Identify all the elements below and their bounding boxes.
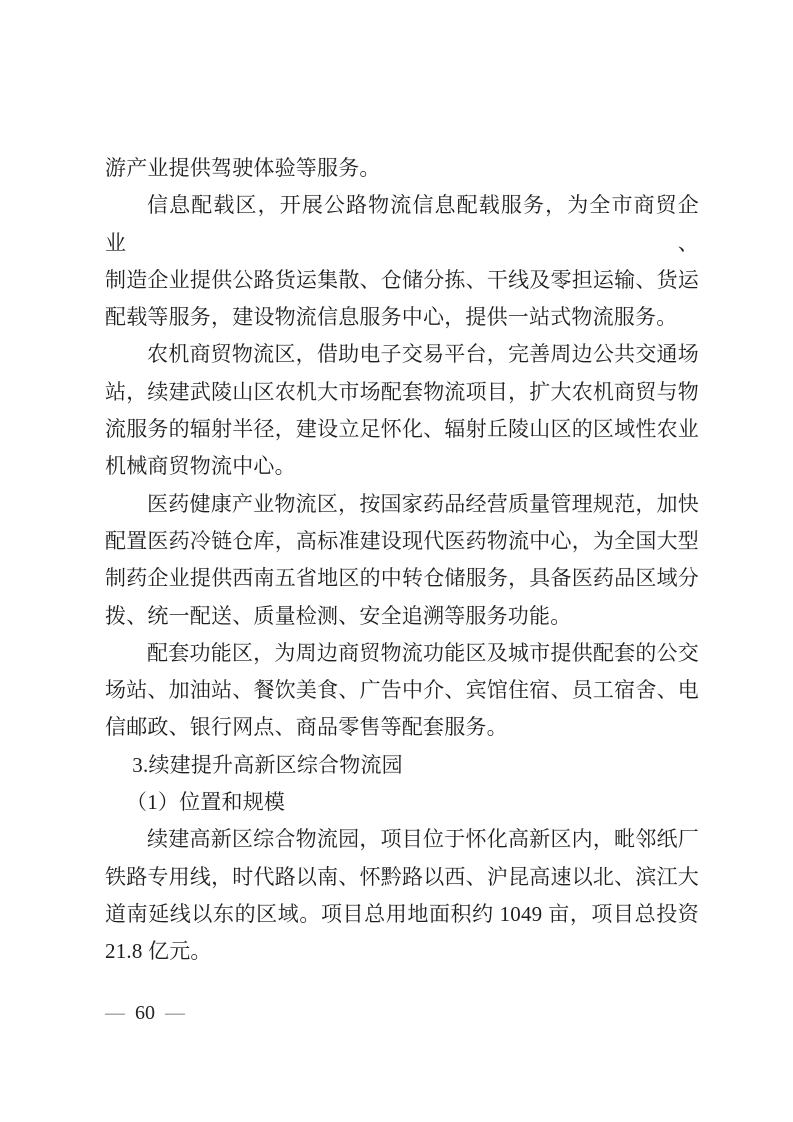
text-line: 道南延线以东的区域。项目总用地面积约 1049 亩，项目总投资 bbox=[105, 901, 699, 926]
text-line: 续建高新区综合物流园，项目位于怀化高新区内，毗邻纸厂 bbox=[147, 827, 699, 852]
text-line: 制造企业提供公路货运集散、仓储分拣、干线及零担运输、货运 bbox=[105, 267, 699, 292]
text-line: 拨、统一配送、质量检测、安全追溯等服务功能。 bbox=[105, 603, 572, 628]
page-footer bbox=[105, 1001, 185, 1025]
text-line: 制药企业提供西南五省地区的中转仓储服务，具备医药品区域分 bbox=[105, 566, 699, 591]
text-line: 农机商贸物流区，借助电子交易平台，完善周边公共交通场 bbox=[147, 342, 699, 367]
text-line: 3.续建提升高新区综合物流园 bbox=[132, 752, 403, 777]
text-line: 配置医药冷链仓库，高标准建设现代医药物流中心，为全国大型 bbox=[105, 528, 699, 553]
text-line: 信息配载区，开展公路物流信息配载服务，为全市商贸企业、 bbox=[105, 193, 699, 255]
text-line: 铁路专用线，时代路以南、怀黔路以西、沪昆高速以北、滨江大 bbox=[105, 864, 699, 889]
text-line: 配载等服务，建设物流信息服务中心，提供一站式物流服务。 bbox=[105, 305, 678, 330]
text-line: 站，续建武陵山区农机大市场配套物流项目，扩大农机商贸与物 bbox=[105, 379, 699, 404]
footer-dash-right: — bbox=[165, 1004, 185, 1022]
page-number: 60 bbox=[135, 1002, 155, 1024]
text-line: 信邮政、银行网点、商品零售等配套服务。 bbox=[105, 715, 508, 740]
text-line: 游产业提供驾驶体验等服务。 bbox=[105, 156, 381, 180]
text-line: 流服务的辐射半径，建设立足怀化、辐射丘陵山区的区域性农业 bbox=[105, 417, 699, 442]
text-line: 配套功能区，为周边商贸物流功能区及城市提供配套的公交 bbox=[147, 640, 699, 665]
text-line: （1）位置和规模 bbox=[126, 790, 286, 815]
document-body bbox=[105, 150, 699, 971]
text-line: 机械商贸物流中心。 bbox=[105, 454, 296, 479]
text-line: 场站、加油站、餐饮美食、广告中介、宾馆住宿、员工宿舍、电 bbox=[105, 678, 699, 703]
text-line: 医药健康产业物流区，按国家药品经营质量管理规范，加快 bbox=[147, 491, 699, 516]
footer-dash-left: — bbox=[105, 1004, 125, 1022]
text-line: 21.8 亿元。 bbox=[105, 939, 212, 964]
